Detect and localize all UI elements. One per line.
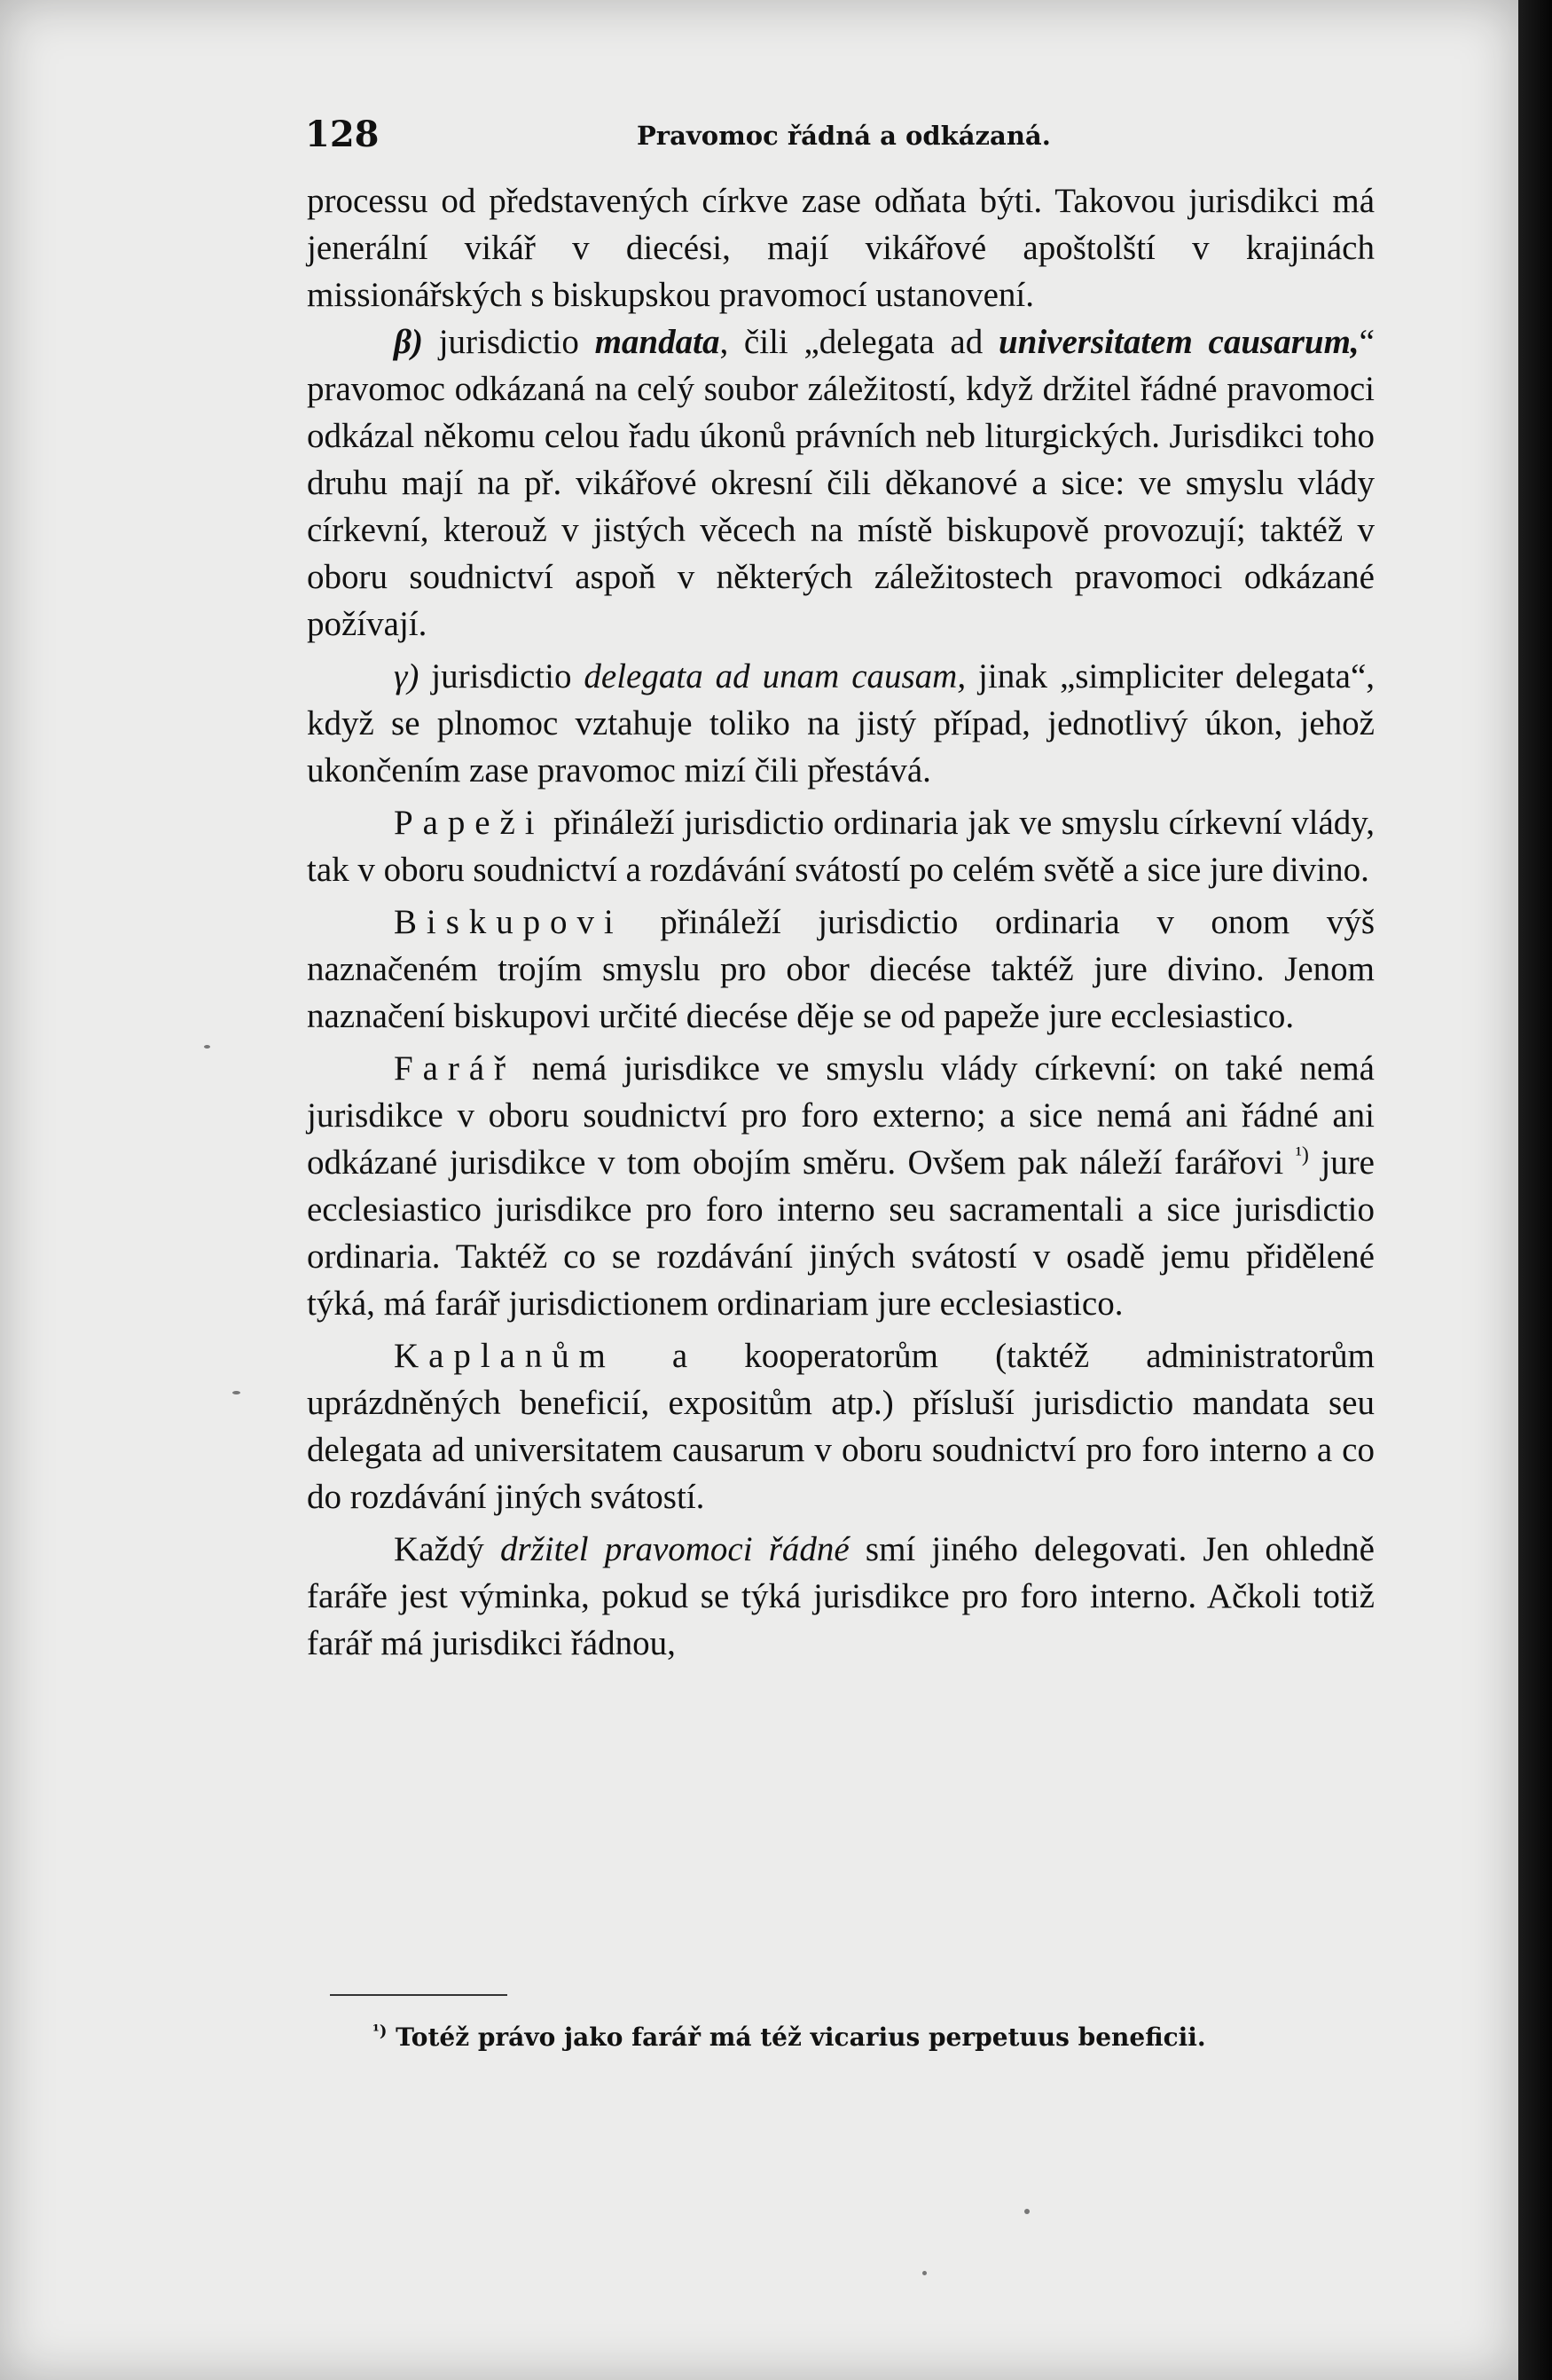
paragraph-biskupovi: [307, 899, 1375, 1040]
paragraph-gamma: [307, 653, 1375, 794]
emphasis: universitatem causarum,: [998, 323, 1360, 361]
text-run: , čili „delegata ad: [719, 323, 999, 361]
paragraph-kaplanum: [307, 1332, 1375, 1520]
text-run: nemá jurisdikce ve smyslu vlády církevní: on také nemá jurisdikce v oboru soudnictví pro foro externo; a sice nemá ani řádné ani odkázané jurisdikce v tom obojím směru. Ovšem pak náleží farářovi: [307, 1049, 1375, 1182]
text-run: Každý: [394, 1530, 500, 1568]
paragraph-papezi: [307, 799, 1375, 893]
text-run: jinak „simpliciter delegata“, když se plnomoc vztahuje toliko na jistý případ, jednotlivý úkon, jehož ukončením zase pravomoc mizí čili přestává.: [307, 657, 1376, 789]
paragraph-1: processu od představených církve zase odňata býti. Takovou jurisdikci má jenerální vikář v diecési, mají vikářové apoštolští v krajinách missionářských s biskupskou pravomocí ustanovení.: [307, 182, 1375, 314]
list-marker: β): [394, 323, 423, 361]
page-number: 128: [305, 114, 380, 155]
emphasis: delegata ad unam causam,: [584, 657, 967, 695]
text-run: jurisdictio: [422, 323, 595, 361]
text-run: “ pravomoc odkázaná na celý soubor záležitostí, když držitel řádné pravomoci odkázal někomu celou řadu úkonů právních neb liturgických. Jurisdikci toho druhu mají na př. vikářové okresní čili děkanové a sice: ve smyslu vlády církevní, kterouž v jistých věcech na místě biskupově provozují; taktéž v oboru soudnictví aspoň v některých záležitostech pravomoci odkázané požívají.: [307, 323, 1375, 643]
paper-speck: [204, 1045, 210, 1049]
text-run: jure ecclesiastico jurisdikce pro foro interno seu sacramentali a sice jurisdictio ordinaria. Taktéž co se rozdávání jiných svátostí v osadě jemu přidělené týká, má farář jurisdictionem ordinariam jure ecclesiastico.: [307, 1143, 1375, 1323]
spaced-term: Biskupovi: [394, 903, 623, 941]
footnote-divider: [330, 1994, 507, 1996]
text-run: a kooperatorům (taktéž administratorům uprázdněných beneficií, expositům atp.) přísluší jurisdictio mandata seu delegata ad universitatem causarum v oboru soudnictví pro foro interno a co do rozdávání jiných svátostí.: [307, 1337, 1375, 1516]
paper-speck: [1024, 2209, 1030, 2214]
paper-speck: [232, 1391, 240, 1394]
spaced-term: Papeži: [394, 804, 545, 842]
paper-speck: [922, 2271, 927, 2275]
text-run: přináleží jurisdictio ordinaria jak ve smyslu církevní vlády, tak v oboru soudnictví a rozdávání svátostí po celém světě a sice jure divino.: [307, 804, 1375, 889]
paragraph-kazdy: [307, 1526, 1375, 1667]
list-marker: γ): [394, 657, 419, 695]
paragraph-beta: [307, 318, 1375, 648]
footnote-text: Totéž právo jako farář má též vicarius perpetuus beneficii.: [387, 2023, 1206, 2052]
text-run: přináleží jurisdictio ordinaria v onom výš naznačeném trojím smyslu pro obor diecése taktéž jure divino. Jenom naznačení biskupovi určité diecése děje se od papeže jure ecclesiastico.: [307, 903, 1375, 1035]
text-run: smí jiného delegovati. Jen ohledně faráře jest výminka, pokud se týká jurisdikce pro foro interno. Ačkoli totiž farář má jurisdikci řádnou,: [307, 1530, 1375, 1662]
spaced-term: Farář: [394, 1049, 515, 1088]
scan-edge: [1518, 0, 1552, 2380]
footnote-mark: ¹): [372, 2022, 388, 2041]
text-run: jurisdictio: [419, 657, 584, 695]
footnote-reference: ¹): [1295, 1143, 1309, 1166]
paragraph-farar: [307, 1045, 1375, 1327]
emphasis: mandata: [594, 323, 720, 361]
body-text: [307, 177, 1375, 1667]
running-head: Pravomoc řádná a odkázaná.: [637, 121, 1051, 151]
emphasis: držitel pravomoci řádné: [499, 1530, 850, 1568]
footnote: [372, 2023, 1375, 2052]
spaced-term: Kaplanům: [394, 1337, 615, 1375]
page-header: [305, 114, 1375, 167]
